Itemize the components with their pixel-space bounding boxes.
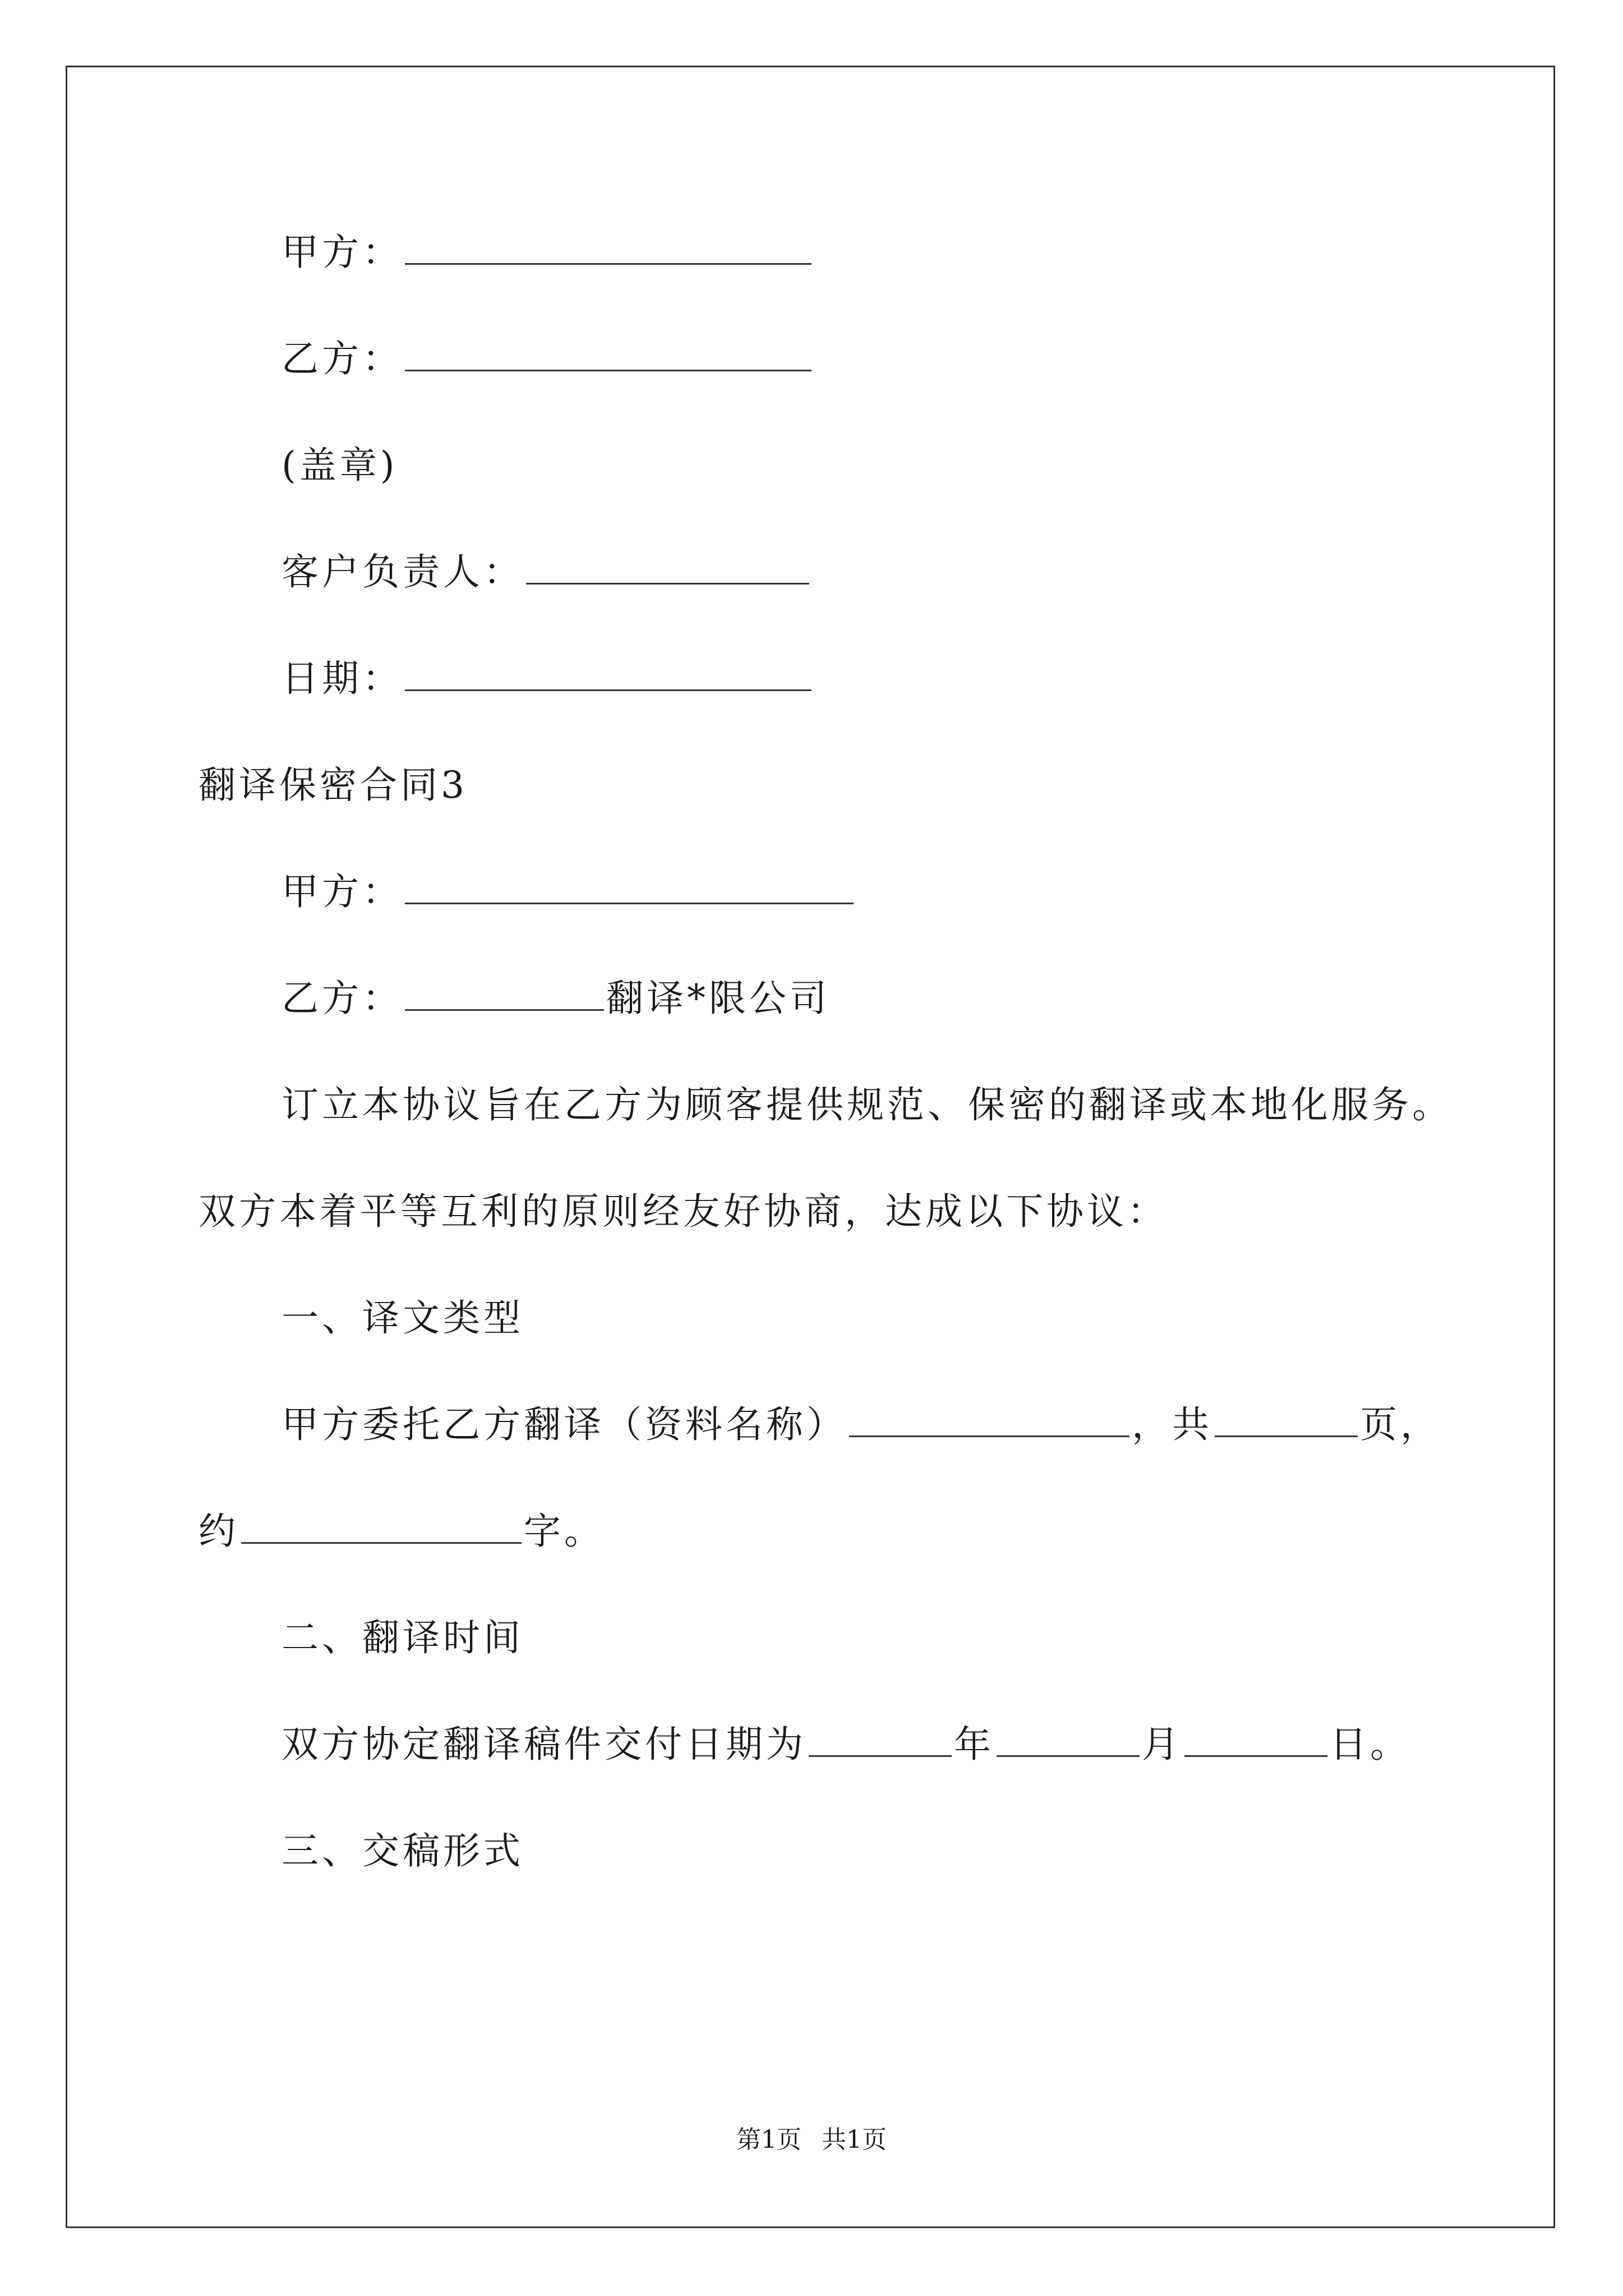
- word-count-label: 约: [199, 1510, 239, 1553]
- year-label: 年: [954, 1723, 994, 1766]
- party-b-line: [282, 337, 814, 381]
- section-1-text: 一、译文类型: [282, 1296, 524, 1340]
- pages-suffix: 页，: [1360, 1403, 1441, 1446]
- word-count-suffix: 字。: [524, 1510, 605, 1553]
- page-frame: [66, 66, 1555, 2228]
- page-total: 共1页: [822, 2125, 887, 2154]
- date-label: 日期：: [282, 657, 403, 700]
- word-count-line: [199, 1509, 605, 1554]
- month-blank[interactable]: [997, 1723, 1140, 1757]
- seal-label: (盖章): [282, 444, 398, 487]
- pages-blank[interactable]: [1215, 1403, 1358, 1437]
- client-manager-blank[interactable]: [526, 550, 809, 585]
- material-label: 甲方委托乙方翻译（资料名称）: [282, 1403, 847, 1446]
- section-2-text: 二、翻译时间: [282, 1616, 524, 1659]
- contract-title: [199, 763, 468, 808]
- party-a2-label: 甲方：: [282, 870, 403, 913]
- party-a-line: [282, 230, 814, 275]
- delivery-date-label: 双方协定翻译稿件交付日期为: [282, 1723, 806, 1766]
- translation-material-line: [282, 1402, 1441, 1447]
- section-3-text: 三、交稿形式: [282, 1829, 524, 1872]
- party-a-label: 甲方：: [282, 231, 403, 274]
- section-2-heading: [282, 1616, 524, 1660]
- party-a-blank[interactable]: [405, 231, 811, 265]
- delivery-date-line: [282, 1722, 1410, 1767]
- party-a2-blank[interactable]: [405, 870, 854, 904]
- agreement-line: [199, 1189, 1168, 1234]
- purpose-text: 订立本协议旨在乙方为顾客提供规范、保密的翻译或本地化服务。: [282, 1083, 1453, 1126]
- material-name-blank[interactable]: [849, 1403, 1129, 1437]
- year-blank[interactable]: [809, 1723, 952, 1757]
- date-blank[interactable]: [405, 657, 811, 691]
- party-b2-blank[interactable]: [405, 977, 604, 1011]
- party-a2-line: [282, 869, 856, 914]
- client-manager-label: 客户负责人：: [282, 550, 524, 593]
- date-line: [282, 656, 814, 701]
- party-b2-label: 乙方：: [282, 977, 403, 1020]
- day-label: 日。: [1330, 1723, 1410, 1766]
- day-blank[interactable]: [1184, 1723, 1327, 1757]
- agreement-text: 双方本着平等互利的原则经友好协商，达成以下协议：: [199, 1190, 1168, 1233]
- party-b-label: 乙方：: [282, 337, 403, 380]
- page-footer: [0, 2123, 1623, 2157]
- section-3-heading: [282, 1829, 524, 1874]
- word-count-blank[interactable]: [241, 1510, 522, 1544]
- client-manager-line: [282, 550, 811, 595]
- party-b2-line: [282, 976, 830, 1021]
- section-1-heading: [282, 1296, 524, 1341]
- pages-label: ，共: [1132, 1403, 1212, 1446]
- party-b2-company: 翻译*限公司: [606, 977, 830, 1020]
- party-b-blank[interactable]: [405, 337, 811, 371]
- seal-line: [282, 443, 398, 488]
- contract-title-text: 翻译保密合同3: [199, 763, 468, 807]
- month-label: 月: [1142, 1723, 1182, 1766]
- purpose-line: [282, 1083, 1453, 1128]
- page-current: 第1页: [736, 2125, 801, 2154]
